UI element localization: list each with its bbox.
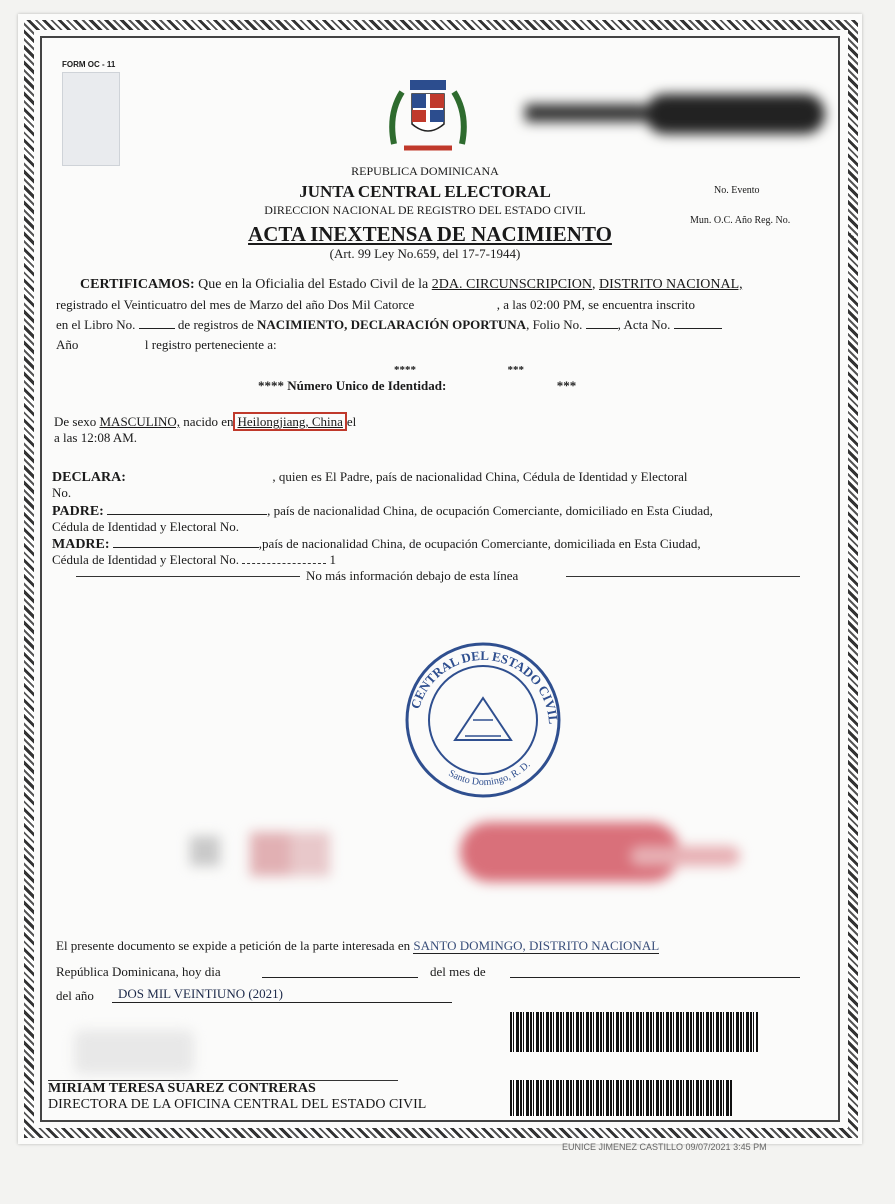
madre-line — [52, 536, 701, 553]
sex-prefix: De sexo — [54, 414, 97, 429]
madre-text: ,país de nacionalidad China, de ocupación Comerciante, domiciliada en Esta Ciudad, — [258, 536, 701, 551]
declara-line — [52, 469, 688, 486]
madre-cedula-blank — [242, 563, 326, 564]
rep-line — [56, 964, 221, 980]
folio-blank — [586, 328, 618, 329]
header-board: JUNTA CENTRAL ELECTORAL — [299, 182, 551, 201]
rep-text: República Dominicana, hoy dia — [56, 964, 221, 979]
sex-value: MASCULINO, — [99, 414, 181, 429]
redacted-top-right — [525, 84, 825, 144]
madre-cedula-line — [52, 552, 336, 568]
cert-line2a: registrado el Veinticuatro del mes de Marzo del año Dos Mil Catorce — [56, 297, 415, 312]
mes-blank — [510, 977, 800, 978]
padre-name-blank — [107, 514, 267, 515]
id-line — [258, 378, 576, 394]
stars-start: **** — [394, 364, 416, 376]
libro-blank — [139, 328, 175, 329]
cert-comma: , — [592, 277, 596, 292]
no-more-rule-right — [566, 576, 800, 577]
anio-value: DOS MIL VEINTIUNO (2021) — [112, 986, 452, 1003]
mun-label: Mun. O.C. Año Reg. No. — [690, 215, 791, 226]
expide-line — [56, 938, 659, 954]
madre-cedula-end: 1 — [329, 552, 336, 567]
cert-line2b: , a las 02:00 PM, se encuentra inscrito — [496, 297, 695, 312]
id-prefix: **** Número Unico de Identidad: — [258, 378, 447, 393]
madre-cedula: Cédula de Identidad y Electoral No. — [52, 552, 239, 567]
padre-line — [52, 503, 713, 520]
el-label: el — [346, 414, 357, 429]
cert-line3e: , Acta No. — [617, 317, 671, 332]
dia-blank — [262, 977, 418, 978]
cert-line4a: Año — [56, 337, 79, 352]
page-title: ACTA INEXTENSA DE NACIMIENTO — [248, 222, 612, 246]
barcode-top — [510, 1012, 758, 1052]
cert-line4b: l registro perteneciente a: — [144, 337, 277, 352]
stars-end: *** — [507, 364, 524, 376]
header-country: REPUBLICA DOMINICANA — [351, 164, 499, 178]
declara-text: , quien es El Padre, país de nacionalidad China, Cédula de Identidad y Electoral — [272, 469, 688, 484]
blurred-signature — [190, 822, 750, 892]
madre-name-blank — [113, 547, 259, 548]
no-more-rule-left — [76, 576, 300, 577]
header-directorate: DIRECCION NACIONAL DE REGISTRO DEL ESTADO CIVIL — [264, 203, 586, 217]
blurred-photo — [62, 72, 120, 166]
civil-registry-seal-icon — [395, 636, 571, 800]
signer-title: DIRECTORA DE LA OFICINA CENTRAL DEL ESTADO CIVIL — [48, 1097, 427, 1112]
cert-line-1 — [80, 277, 743, 293]
sex-line — [54, 414, 356, 430]
madre-label: MADRE: — [52, 537, 110, 552]
distrito: DISTRITO NACIONAL, — [599, 277, 743, 292]
circunscripcion: 2DA. CIRCUNSCRIPCION — [431, 277, 593, 292]
form-code: FORM OC - 11 — [62, 60, 116, 69]
cert-line1-text: Que en la Oficialia del Estado Civil de la — [198, 277, 429, 292]
seal-text-bottom: Santo Domingo, R. D. — [446, 759, 533, 789]
cert-line-4 — [56, 337, 277, 353]
registro-tipo: NACIMIENTO, DECLARACIÓN OPORTUNA — [256, 317, 527, 332]
born-label: nacido en — [183, 414, 234, 429]
padre-cedula: Cédula de Identidad y Electoral No. — [52, 519, 239, 534]
barcode-bottom — [510, 1080, 732, 1116]
blurred-signature-bottom — [74, 1030, 194, 1074]
padre-label: PADRE: — [52, 504, 104, 519]
mes-label: del mes de — [430, 964, 486, 979]
cert-line3b: de registros de — [177, 317, 254, 332]
anio-label: del año — [56, 988, 94, 1003]
declara-no: No. — [52, 485, 72, 500]
acta-blank — [674, 328, 722, 329]
cert-line-3 — [56, 317, 722, 333]
stars-line — [394, 362, 524, 378]
signer-name: MIRIAM TERESA SUAREZ CONTRERAS — [48, 1081, 316, 1096]
cert-label: CERTIFICAMOS: — [80, 277, 195, 292]
padre-text: , país de nacionalidad China, de ocupación Comerciante, domiciliado en Esta Ciudad, — [267, 503, 713, 518]
coat-of-arms-icon — [384, 74, 472, 160]
cert-line3a: en el Libro No. — [56, 317, 136, 332]
seal-text-top: CENTRAL DEL ESTADO CIVIL — [407, 647, 562, 725]
expide-text: El presente documento se expide a petición de la parte interesada en — [56, 938, 411, 953]
birthplace-highlight: Heilongjiang, China — [233, 412, 346, 431]
birth-time: a las 12:08 AM. — [54, 430, 138, 445]
cert-line3d: , Folio No. — [526, 317, 583, 332]
print-stamp: EUNICE JIMENEZ CASTILLO 09/07/2021 3:45 PM — [562, 1142, 767, 1152]
declara-label: DECLARA: — [52, 470, 126, 485]
no-more-text: No más información debajo de esta línea — [306, 568, 519, 583]
id-suffix: *** — [556, 378, 577, 393]
no-evento-label: No. Evento — [714, 185, 760, 196]
law-reference: (Art. 99 Ley No.659, del 17-7-1944) — [329, 246, 521, 261]
cert-line-2 — [56, 297, 695, 313]
expide-place: SANTO DOMINGO, DISTRITO NACIONAL — [413, 938, 660, 953]
